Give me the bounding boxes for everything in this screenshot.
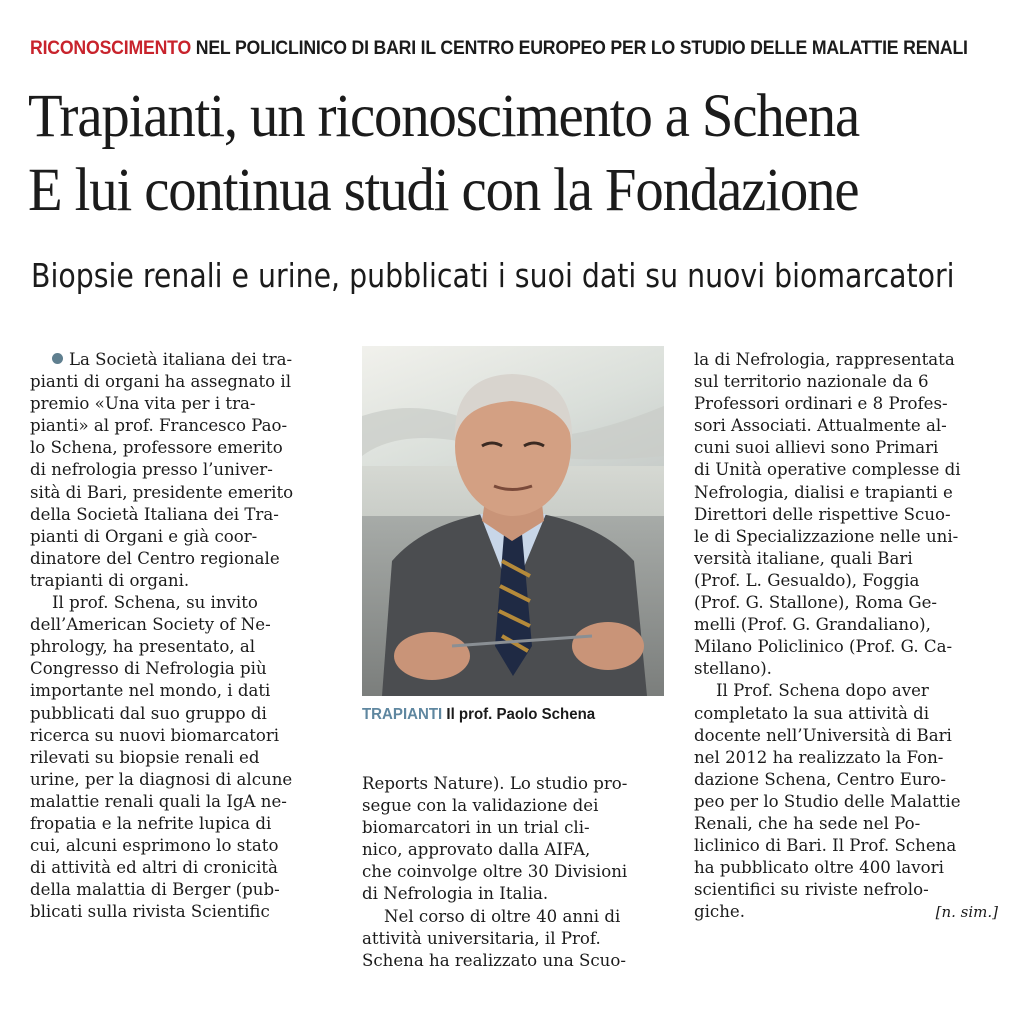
headline-line-2: E lui continua studi con la Fondazione [28, 157, 859, 224]
article-column-3 [694, 349, 998, 923]
text-line: scientifici su riviste nefrolo- [694, 880, 929, 900]
text-line: blicati sulla rivista Scientific [30, 902, 270, 922]
text-line: biomarcatori in un trial cli- [362, 818, 590, 838]
text-line: cuni suoi allievi sono Primari [694, 438, 939, 458]
text-line: lo Schena, professore emerito [30, 438, 283, 458]
text-line: Schena ha realizzato una Scuo- [362, 950, 626, 970]
text-line: giche. [n. sim.] [694, 901, 998, 923]
text-line: della Società Italiana dei Tra- [30, 504, 279, 524]
text-line: fropatia e la nefrite lupica di [30, 813, 272, 833]
text-line: dinatore del Centro regionale [30, 548, 280, 568]
text-line: sità di Bari, presidente emerito [30, 482, 294, 502]
text-line: pubblicati dal suo gruppo di [30, 703, 267, 723]
text-line: melli (Prof. G. Grandaliano), [694, 615, 931, 635]
text-line: Renali, che ha sede nel Po- [694, 813, 921, 833]
text-line: completato la sua attività di [694, 703, 930, 723]
text-line: dazione Schena, Centro Euro- [694, 769, 947, 789]
text-line: liclinico di Bari. Il Prof. Schena [694, 836, 957, 856]
text-line: di Nefrologia in Italia. [362, 884, 549, 904]
text-line: Nel corso di oltre 40 anni di [384, 906, 621, 926]
text-line: Milano Policlinico (Prof. G. Ca- [694, 637, 953, 657]
text-line: dell’American Society of Ne- [30, 615, 271, 635]
text-line: Il prof. Schena, su invito [52, 593, 258, 613]
text-line: che coinvolge oltre 30 Divisioni [362, 862, 628, 882]
portrait-illustration [362, 346, 664, 696]
text-line: importante nel mondo, i dati [30, 681, 271, 701]
text-line: docente nell’Università di Bari [694, 725, 952, 745]
text-line: Congresso di Nefrologia più [30, 659, 267, 679]
article-column-2 [362, 773, 666, 972]
text-line: le di Specializzazione nelle uni- [694, 526, 959, 546]
kicker [30, 38, 968, 60]
text-line: cui, alcuni esprimono lo stato [30, 836, 279, 856]
article-column-1 [30, 349, 335, 923]
kicker-text: NEL POLICLINICO DI BARI IL CENTRO EUROPEO PER LO STUDIO DELLE MALATTIE RENALI [195, 38, 968, 59]
headline-line-1: Trapianti, un riconoscimento a Schena [28, 83, 860, 150]
caption-text: Il prof. Paolo Schena [446, 706, 596, 723]
text-line: stellano). [694, 659, 772, 679]
text-line: phrology, ha presentato, al [30, 637, 256, 657]
author-signature: [n. sim.] [935, 903, 998, 922]
text-line: Nefrologia, dialisi e trapianti e [694, 482, 953, 502]
text-line: pianti di organi ha assegnato il [30, 372, 292, 392]
text-line: Professori ordinari e 8 Profes- [694, 394, 948, 414]
text-line: urine, per la diagnosi di alcune [30, 769, 293, 789]
text-line: la di Nefrologia, rappresentata [694, 350, 955, 369]
text-line: premio «Una vita per i tra- [30, 394, 256, 414]
text-line: segue con la validazione dei [362, 796, 599, 816]
text-line: peo per lo Studio delle Malattie [694, 791, 961, 811]
text-line: della malattia di Berger (pub- [30, 880, 280, 900]
text-line: pianti» al prof. Francesco Pao- [30, 416, 288, 436]
portrait-photo [362, 346, 664, 696]
text-line: La Società italiana dei tra- [30, 349, 335, 371]
photo-caption [362, 706, 648, 724]
text-line: versità italiane, quali Bari [694, 548, 913, 568]
bullet-icon [52, 353, 63, 364]
subheadline: Biopsie renali e urine, pubblicati i suoi dati su nuovi biomarcatori [31, 256, 955, 295]
text-line: sul territorio nazionale da 6 [694, 372, 929, 392]
text-line: trapianti di organi. [30, 570, 190, 590]
text-line: ricerca su nuovi biomarcatori [30, 725, 280, 745]
text-line: Il Prof. Schena dopo aver [716, 681, 929, 701]
text-line: (Prof. L. Gesualdo), Foggia [694, 570, 920, 590]
caption-tag: TRAPIANTI [362, 706, 443, 723]
text-line: Reports Nature). Lo studio pro- [362, 774, 628, 793]
text-line: di Unità operative complesse di [694, 460, 961, 480]
text-line: rilevati su biopsie renali ed [30, 747, 260, 767]
text-line: ha pubblicato oltre 400 lavori [694, 858, 944, 878]
text-line: Direttori delle rispettive Scuo- [694, 504, 951, 524]
text-line: sori Associati. Attualmente al- [694, 416, 947, 436]
text-line: di nefrologia presso l’univer- [30, 460, 273, 480]
text-line: attività universitaria, il Prof. [362, 928, 601, 948]
headline [28, 80, 1008, 228]
text-line: nel 2012 ha realizzato la Fon- [694, 747, 944, 767]
kicker-tag: RICONOSCIMENTO [30, 38, 192, 59]
text-line: nico, approvato dalla AIFA, [362, 840, 591, 860]
text-line: malattie renali quali la IgA ne- [30, 791, 287, 811]
text-line: pianti di Organi e già coor- [30, 526, 258, 546]
text-line: (Prof. G. Stallone), Roma Ge- [694, 593, 938, 613]
text-line: di attività ed altri di cronicità [30, 858, 278, 878]
